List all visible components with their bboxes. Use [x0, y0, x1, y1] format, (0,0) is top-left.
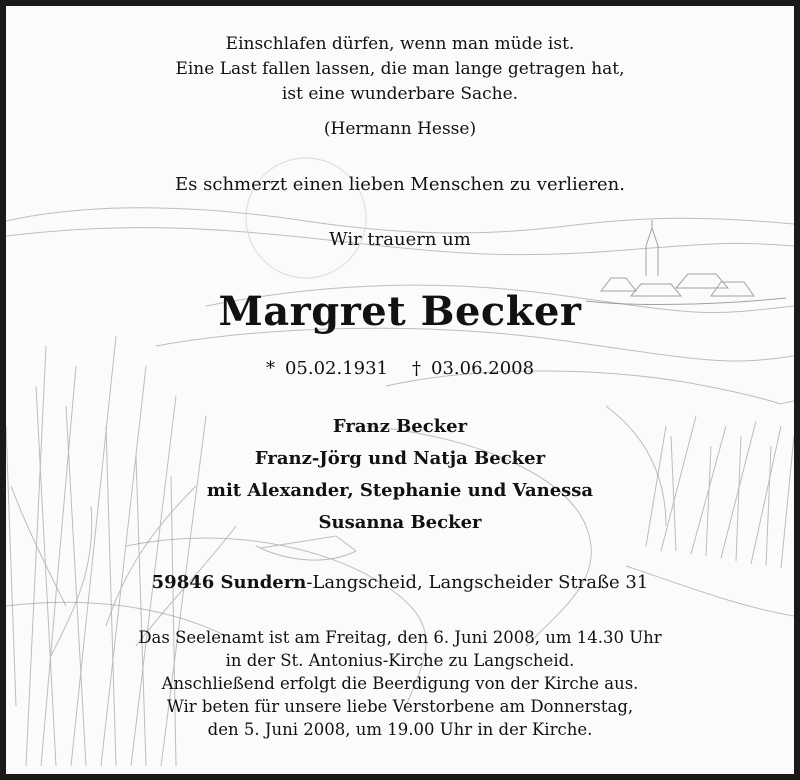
address-city: 59846 Sundern	[151, 572, 307, 593]
service-line-3: Anschließend erfolgt die Beerdigung von der Kirche aus.	[161, 674, 639, 693]
service-line-2: in der St. Antonius-Kirche zu Langscheid.	[225, 651, 575, 670]
quote-line-3: ist eine wunderbare Sache.	[281, 84, 519, 104]
birth-date: 05.02.1931	[284, 358, 388, 379]
mourn-text: Wir trauern um	[329, 229, 471, 250]
family-line-3: mit Alexander, Stephanie und Vanessa	[206, 480, 594, 501]
birth-symbol: *	[265, 358, 275, 379]
address	[6, 572, 794, 593]
life-dates	[6, 358, 794, 379]
family-line-2: Franz-Jörg und Natja Becker	[254, 448, 546, 469]
quote-line-1: Einschlafen dürfen, wenn man müde ist.	[225, 34, 575, 54]
service-line-5: den 5. Juni 2008, um 19.00 Uhr in der Kirche.	[207, 720, 593, 739]
deceased-name: Margret Becker	[218, 288, 582, 335]
intro-text: Es schmerzt einen lieben Menschen zu verlieren.	[175, 174, 625, 195]
address-street: -Langscheid, Langscheider Straße 31	[306, 572, 649, 593]
quote-line-2: Eine Last fallen lassen, die man lange getragen hat,	[175, 59, 625, 79]
service-line-4: Wir beten für unsere liebe Verstorbene am Donnerstag,	[166, 697, 634, 716]
death-symbol: †	[412, 358, 421, 379]
obituary-text	[6, 6, 794, 774]
family-line-4: Susanna Becker	[318, 512, 482, 533]
quote-author: (Hermann Hesse)	[323, 119, 477, 139]
family-line-1: Franz Becker	[332, 416, 468, 437]
service-line-1: Das Seelenamt ist am Freitag, den 6. Juni 2008, um 14.30 Uhr	[138, 628, 662, 647]
death-date: 03.06.2008	[431, 358, 535, 379]
